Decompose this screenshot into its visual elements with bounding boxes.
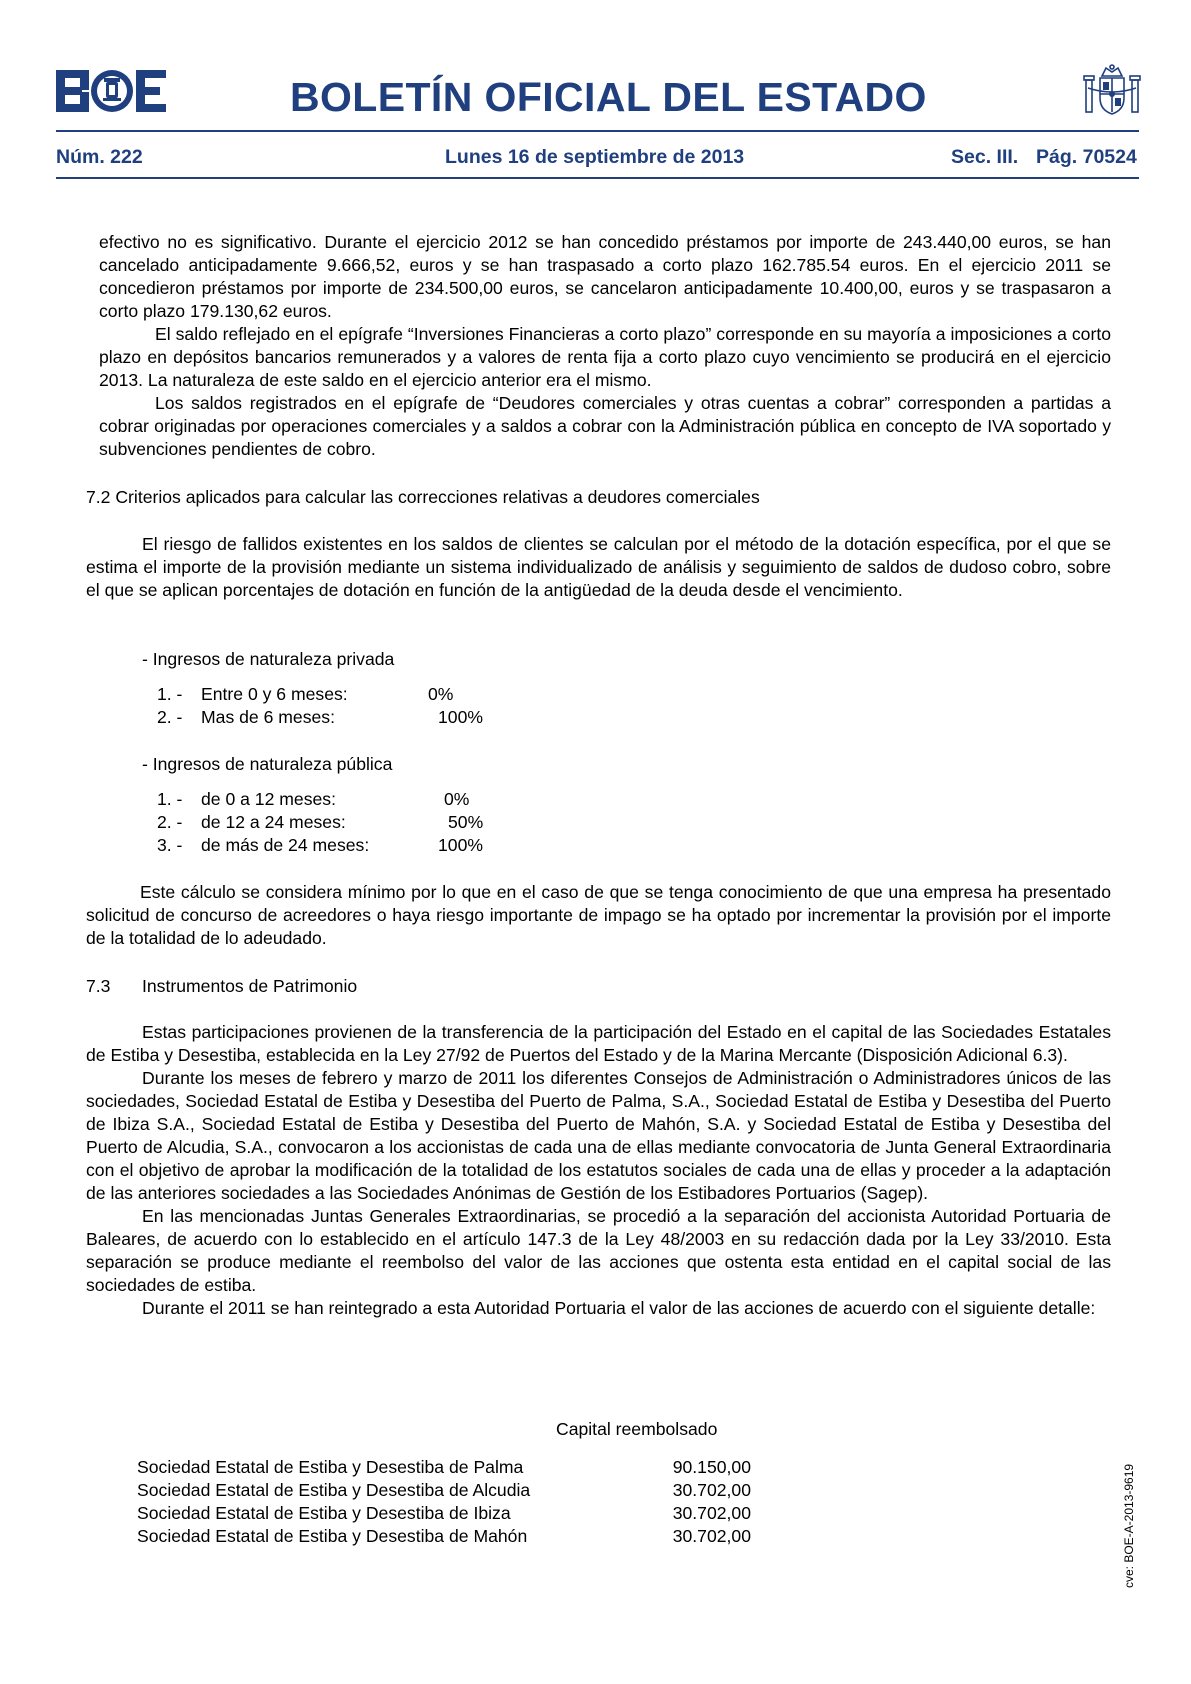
page-title: BOLETÍN OFICIAL DEL ESTADO [290,74,927,120]
page-number: Pág. 70524 [1036,146,1137,168]
private-income-title: - Ingresos de naturaleza privada [142,649,395,669]
section-heading-number: 7.3 [86,976,111,996]
paragraph: Los saldos registrados en el epígrafe de “Deudores comerciales y otras cuentas a cobrar” corresponden a partidas a cobrar originadas por operaciones comerciales y a saldos a cobrar con la Administración pública en concepto de IVA soportado y subvenciones pendientes de cobro. [99,393,1111,459]
list-item-label: Entre 0 y 6 meses: [201,684,348,704]
spanish-coat-of-arms-icon [1082,62,1142,122]
table-row-value: 30.702,00 [672,1526,751,1546]
list-item-label: de 0 a 12 meses: [201,789,336,809]
paragraph: efectivo no es significativo. Durante el ejercicio 2012 se han concedido préstamos por importe de 243.440,00 euros, se han cancelado anticipadamente 9.666,52, euros y se han traspasado a corto plazo 162.785.54 euros. En el ejercicio 2011 se concedieron préstamos por importe de 234.500,00 euros, se cancelaron anticipadamente 10.400,00, euros y se traspasaron a corto plazo 179.130,62 euros. [99,232,1111,321]
section-heading-title: Instrumentos de Patrimonio [142,976,358,996]
paragraph: El riesgo de fallidos existentes en los saldos de clientes se calculan por el método de la dotación específica, por el que se estima el importe de la provisión mediante un sistema individualizado de análisis y seguimiento de saldos de dudoso cobro, sobre el que se aplican porcentajes de dotación en función de la antigüedad de la deuda desde el vencimiento. [86,534,1111,600]
intro-block [99,231,1111,461]
list-item-number: 2. - [157,812,183,832]
list-item-percent: 100% [438,835,483,855]
section-heading-7-2: 7.2 Criterios aplicados para calcular las correcciones relativas a deudores comerciales [86,487,760,507]
section-7-2-closing [86,881,1111,950]
paragraph: El saldo reflejado en el epígrafe “Inversiones Financieras a corto plazo” corresponde en su mayoría a imposiciones a corto plazo en depósitos bancarios remunerados y a valores de renta fija a corto plazo cuyo vencimiento se producirá en el ejercicio 2013. La naturaleza de este saldo en el ejercicio anterior era el mismo. [99,324,1111,390]
list-item-number: 2. - [157,707,183,727]
list-item-label: de 12 a 24 meses: [201,812,346,832]
table-row-name: Sociedad Estatal de Estiba y Desestiba de Palma [137,1457,524,1477]
table-row-name: Sociedad Estatal de Estiba y Desestiba de Mahón [137,1526,528,1546]
table-row-value: 30.702,00 [672,1480,751,1500]
list-item-number: 1. - [157,789,183,809]
header-bottom-rule [56,177,1139,179]
list-item-number: 1. - [157,684,183,704]
paragraph: Estas participaciones provienen de la transferencia de la participación del Estado en el capital de las Sociedades Estatales de Estiba y Desestiba, establecida en la Ley 27/92 de Puertos del Estado y de la Marina Mercante (Disposición Adicional 6.3). [86,1022,1111,1065]
issue-number: Núm. 222 [56,146,143,168]
boe-logo-icon [56,70,166,112]
table-header: Capital reembolsado [556,1419,718,1439]
issue-date: Lunes 16 de septiembre de 2013 [445,146,745,168]
paragraph: Durante el 2011 se han reintegrado a esta Autoridad Portuaria el valor de las acciones de acuerdo con el siguiente detalle: [142,1298,1096,1318]
table-row-name: Sociedad Estatal de Estiba y Desestiba de Alcudia [137,1480,531,1500]
list-item-label: de más de 24 meses: [201,835,370,855]
public-income-title: - Ingresos de naturaleza pública [142,754,393,774]
list-item-percent: 50% [448,812,484,832]
paragraph: Durante los meses de febrero y marzo de 2011 los diferentes Consejos de Administración o Administradores únicos de las sociedades, Sociedad Estatal de Estiba y Desestiba del Puerto de Palma, S.A., Sociedad Estatal de Estiba y Desestiba del Puerto de Ibiza S.A., Sociedad Estatal de Estiba y Desestiba del Puerto de Mahón, S.A. y Sociedad Estatal de Estiba y Desestiba del Puerto de Alcudia, S.A., convocaron a los accionistas de cada una de ellas mediante convocatoria de Junta General Extraordinaria con el objetivo de aprobar la modificación de la totalidad de los estatutos sociales de cada una de ellas y proceder a la adaptación de las anteriores sociedades a las Sociedades Anónimas de Gestión de los Estibadores Portuarios (Sagep). [86,1068,1111,1203]
list-item-label: Mas de 6 meses: [201,707,335,727]
header-top-rule [56,130,1139,132]
list-item-number: 3. - [157,835,183,855]
table-row-value: 30.702,00 [672,1503,751,1523]
table-row-name: Sociedad Estatal de Estiba y Desestiba de Ibiza [137,1503,511,1523]
paragraph: Este cálculo se considera mínimo por lo que en el caso de que se tenga conocimiento de que una empresa ha presentado solicitud de concurso de acreedores o haya riesgo importante de impago se ha optado por incrementar la provisión por el importe de la totalidad de lo adeudado. [86,882,1111,948]
cve-identifier: cve: BOE-A-2013-9619 [1122,1463,1136,1588]
section-7-3-body [86,1021,1111,1320]
list-item-percent: 100% [438,707,483,727]
section-7-2-intro [86,533,1111,602]
section-label: Sec. III. [951,146,1019,168]
table-row-value: 90.150,00 [672,1457,751,1477]
list-item-percent: 0% [428,684,454,704]
paragraph: En las mencionadas Juntas Generales Extraordinarias, se procedió a la separación del accionista Autoridad Portuaria de Baleares, de acuerdo con lo establecido en el artículo 147.3 de la Ley 48/2003 en su redacción dada por la Ley 33/2010. Esta separación se produce mediante el reembolso del valor de las acciones que ostenta esta entidad en el capital social de las sociedades de estiba. [86,1206,1111,1295]
list-item-percent: 0% [444,789,470,809]
